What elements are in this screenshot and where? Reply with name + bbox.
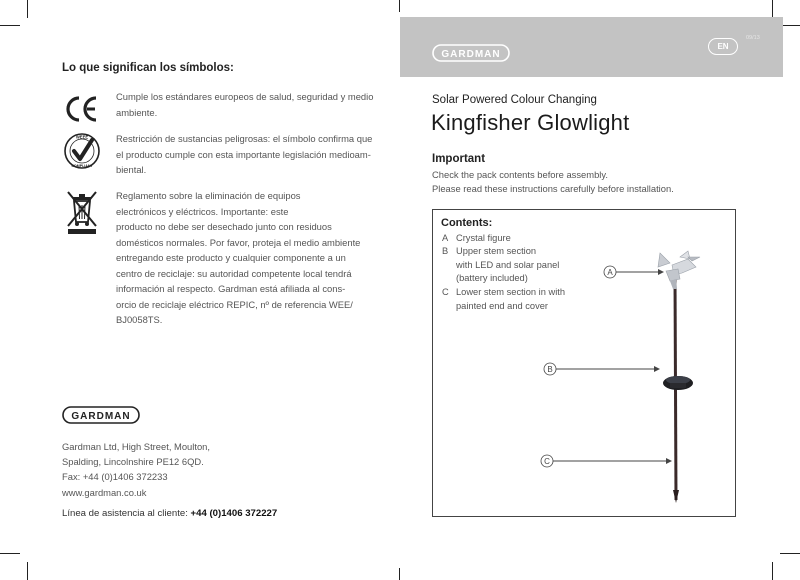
gardman-logo <box>432 44 510 62</box>
text-line: Check the pack contents before assembly. <box>432 169 608 180</box>
crop-mark <box>780 25 800 26</box>
crop-mark <box>399 0 400 12</box>
callout-label: C <box>544 457 550 466</box>
helpline-label: Línea de asistencia al cliente: <box>62 508 188 519</box>
item-text: (battery included) <box>456 273 528 283</box>
crop-mark <box>780 553 800 554</box>
crop-mark <box>27 0 28 18</box>
callout-a <box>604 266 664 278</box>
rohs-check-icon <box>62 131 102 171</box>
text-line: domésticos normales. Por favor, proteja el medio ambiente <box>116 236 361 248</box>
kingfisher-figure <box>658 251 700 289</box>
text-line: biental. <box>116 164 147 175</box>
solar-light-cap <box>663 376 693 390</box>
text-line: ambiente. <box>116 106 158 118</box>
item-letter: B <box>442 246 449 256</box>
callout-c <box>541 455 672 467</box>
contents-title: Contents: <box>441 217 493 229</box>
page-code: 09/13 <box>746 35 760 41</box>
item-text: Lower stem section in with <box>456 287 566 297</box>
item-text: painted end and cover <box>456 300 549 311</box>
important-text <box>432 168 674 195</box>
callout-b <box>544 363 660 375</box>
text-line: información al respecto. Gardman está afiliada al cons- <box>116 283 346 294</box>
item-letter: C <box>442 287 449 297</box>
symbols-title: Lo que significan los símbolos: <box>62 62 234 74</box>
symbol-text-ce <box>116 89 396 120</box>
text-line: centro de reciclaje: su autoridad competente local tendrá <box>116 267 352 279</box>
ce-mark-icon <box>62 89 102 129</box>
address-line: Fax: +44 (0)1406 372233 <box>62 471 168 483</box>
gardman-logo <box>62 406 140 424</box>
item-text: Crystal figure <box>456 233 511 243</box>
text-line: Reglamento sobre la eliminación de equipos <box>116 190 301 201</box>
crop-mark <box>399 568 400 580</box>
address-line: Gardman Ltd, High Street, Moulton, <box>62 441 210 452</box>
text-line: Restricción de sustancias peligrosas: el símbolo confirma que <box>116 133 373 144</box>
text-line: BJ0058TS. <box>116 314 163 325</box>
address-website: www.gardman.co.uk <box>62 486 147 498</box>
crop-mark <box>772 562 773 580</box>
helpline-number: +44 (0)1406 372227 <box>190 508 278 519</box>
item-text: with LED and solar panel <box>456 259 560 270</box>
text-line: electrónicos y eléctricos. Importante: este <box>116 205 289 217</box>
product-subtitle: Solar Powered Colour Changing <box>432 94 597 106</box>
address-line: Spalding, Lincolnshire PE12 6QD. <box>62 456 204 468</box>
company-address <box>62 439 210 500</box>
symbol-text-rohs <box>116 131 396 178</box>
rohs-badge-top: WEEE <box>75 134 89 140</box>
text-line: producto no debe ser desechado junto con residuos <box>116 221 332 232</box>
stem-spike <box>673 490 679 503</box>
product-title: Kingfisher Glowlight <box>431 110 630 135</box>
rohs-badge-bottom: COMPLIANT <box>71 164 93 168</box>
callout-label: A <box>607 268 613 277</box>
text-line: el producto cumple con esta importante legislación medioam- <box>116 148 371 160</box>
crop-mark <box>772 0 773 18</box>
weee-bin-icon <box>62 188 102 236</box>
product-diagram <box>530 245 730 510</box>
important-heading: Important <box>432 153 486 165</box>
callout-label: B <box>547 365 553 374</box>
logo-text: GARDMAN <box>71 411 131 422</box>
text-line: orcio de reciclaje eléctrico REPIC, nº de referencia WEE/ <box>116 298 353 310</box>
customer-helpline <box>62 508 277 519</box>
crop-mark <box>27 562 28 580</box>
logo-text: GARDMAN <box>441 49 501 60</box>
crop-mark <box>0 553 20 554</box>
text-line: entregando este producto y cualquier componente a un <box>116 252 346 263</box>
item-letter: A <box>442 233 449 243</box>
text-line: Please read these instructions carefully before installation. <box>432 182 674 194</box>
crop-mark <box>0 25 20 26</box>
symbol-text-weee <box>116 188 396 328</box>
language-badge: EN <box>708 38 738 55</box>
item-text: Upper stem section <box>456 246 537 256</box>
text-line: Cumple los estándares europeos de salud, seguridad y medio <box>116 91 374 102</box>
